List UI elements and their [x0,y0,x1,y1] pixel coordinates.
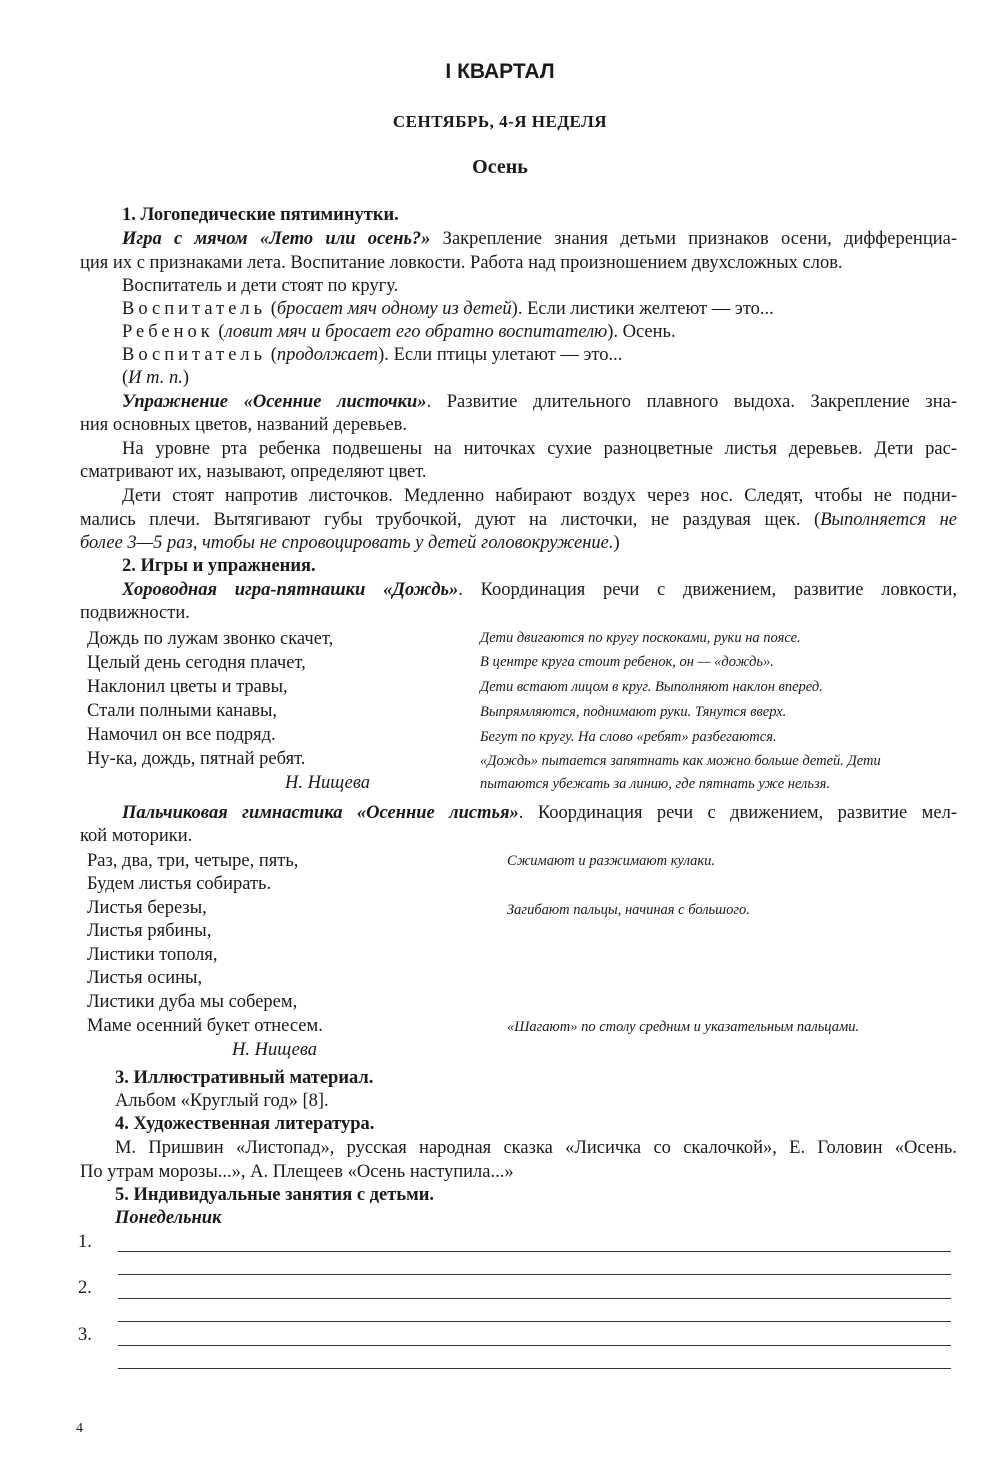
poem1-line: Намочил он все подряд. [87,725,276,745]
section3-text: Альбом «Круглый год» [8]. [115,1091,329,1111]
poem1-line: Ну-ка, дождь, пятнай ребят. [87,749,306,769]
section4-line1: М. Пришвин «Листопад», русская народная сказка «Лисичка со скалочкой», Е. Головин «Осень. [115,1138,957,1158]
dialog-line-3: Воспитатель (продолжает). Если птицы улетают — это... [122,345,623,365]
entry-number-3: 3. [78,1325,92,1345]
section4-heading: 4. Художественная литература. [115,1114,375,1134]
exercise-p3-line3: более 3—5 раз, чтобы не спровоцировать у детей головокружение.) [80,533,620,553]
finger-gym-line2: кой моторики. [80,826,193,846]
round-game-line1: Хороводная игра-пятнашки «Дождь». Координация речи с движением, развитие ловкости, [122,580,958,600]
entry-number-2: 2. [78,1278,92,1298]
game1-line3: Воспитатель и дети стоят по кругу. [122,276,399,296]
week-title: СЕНТЯБРЬ, 4-Я НЕДЕЛЯ [392,112,608,131]
poem1-note: «Дождь» пытается запятнать как можно больше детей. Дети [480,753,881,769]
game1-line2: ция их с признаками лета. Воспитание ловкости. Работа над произношением двухсложных слов. [80,253,843,273]
exercise-p2-line2: сматривают их, называют, определяют цвет. [80,462,427,482]
writing-line[interactable] [118,1251,951,1252]
round-game-title: Хороводная игра-пятнашки «Дождь» [122,580,459,600]
poem2-line: Будем листья собирать. [87,874,272,894]
topic-title: Осень [472,156,528,178]
dialog-line-1: Воспитатель (бросает мяч одному из детей). Если листики желтеют — это... [122,299,774,319]
exercise-p2-line1: На уровне рта ребенка подвешены на ниточках сухие разноцветные листья деревьев. Дети рас- [122,439,957,459]
dialog-line-2: Ребенок (ловит мяч и бросает его обратно воспитателю). Осень. [122,322,676,342]
poem1-line: Наклонил цветы и травы, [87,677,288,697]
poem2-line: Листья березы, [87,898,207,918]
quarter-title: I КВАРТАЛ [445,60,555,83]
finger-gym-line1: Пальчиковая гимнастика «Осенние листья». Координация речи с движением, развитие мел- [122,803,957,823]
poem1-note: пытаются убежать за линию, где пятнать уже нельзя. [480,776,831,792]
poem1-line: Целый день сегодня плачет, [87,653,306,673]
poem2-line: Маме осенний букет отнесем. [87,1016,323,1036]
round-game-line2: подвижности. [80,603,190,623]
exercise-line2: ния основных цветов, названий деревьев. [80,415,408,435]
poem1-author: Н. Нищева [285,773,371,793]
entry-number-1: 1. [78,1232,92,1252]
poem1-note: Дети встают лицом в круг. Выполняют наклон вперед. [480,679,823,695]
poem2-note: «Шагают» по столу средним и указательным пальцами. [507,1019,860,1035]
poem2-line: Листья рябины, [87,921,212,941]
poem2-line: Листья осины, [87,968,203,988]
finger-gym-title: Пальчиковая гимнастика «Осенние листья» [122,803,519,823]
writing-line[interactable] [118,1274,951,1275]
section2-heading: 2. Игры и упражнения. [122,556,316,576]
poem1-note: Выпрямляются, поднимают руки. Тянутся вверх. [480,704,787,720]
poem2-line: Листики дуба мы соберем, [87,992,298,1012]
poem2-line: Листики тополя, [87,945,218,965]
game1-paragraph-line1: Игра с мячом «Лето или осень?» Закрепление знания детьми признаков осени, дифференциа- [122,229,957,249]
section3-heading: 3. Иллюстративный материал. [115,1068,374,1088]
poem2-note: Загибают пальцы, начиная с большого. [507,902,750,918]
exercise-title: Упражнение «Осенние листочки» [122,392,427,412]
poem2-author: Н. Нищева [232,1040,318,1060]
exercise-p3-line2: мались плечи. Вытягивают губы трубочкой, дуют на листочки, не раздувая щек. (Выполняется не [80,510,957,530]
exercise-p3-line1: Дети стоят напротив листочков. Медленно набирают воздух через нос. Следят, чтобы не подни- [122,486,957,506]
dialog-etc: (И т. п.) [122,368,190,388]
writing-line[interactable] [118,1368,951,1369]
page-number: 4 [76,1421,83,1436]
poem1-note: В центре круга стоит ребенок, он — «дождь». [480,654,774,670]
section5-day: Понедельник [115,1208,222,1228]
section4-line2: По утрам морозы...», А. Плещеев «Осень наступила...» [80,1162,514,1182]
section1-heading: 1. Логопедические пятиминутки. [122,205,399,225]
poem1-note: Бегут по кругу. На слово «ребят» разбегаются. [480,729,777,745]
poem1-line: Дождь по лужам звонко скачет, [87,629,334,649]
poem1-note: Дети двигаются по кругу поскоками, руки на поясе. [480,630,801,646]
section5-heading: 5. Индивидуальные занятия с детьми. [115,1185,434,1205]
writing-line[interactable] [118,1298,951,1299]
writing-line[interactable] [118,1321,951,1322]
poem1-line: Стали полными канавы, [87,701,278,721]
poem2-note: Сжимают и разжимают кулаки. [507,853,715,869]
writing-line[interactable] [118,1345,951,1346]
game1-title: Игра с мячом «Лето или осень?» [122,229,431,249]
poem2-line: Раз, два, три, четыре, пять, [87,851,299,871]
exercise-line1: Упражнение «Осенние листочки». Развитие длительного плавного выдоха. Закрепление зна- [122,392,957,412]
